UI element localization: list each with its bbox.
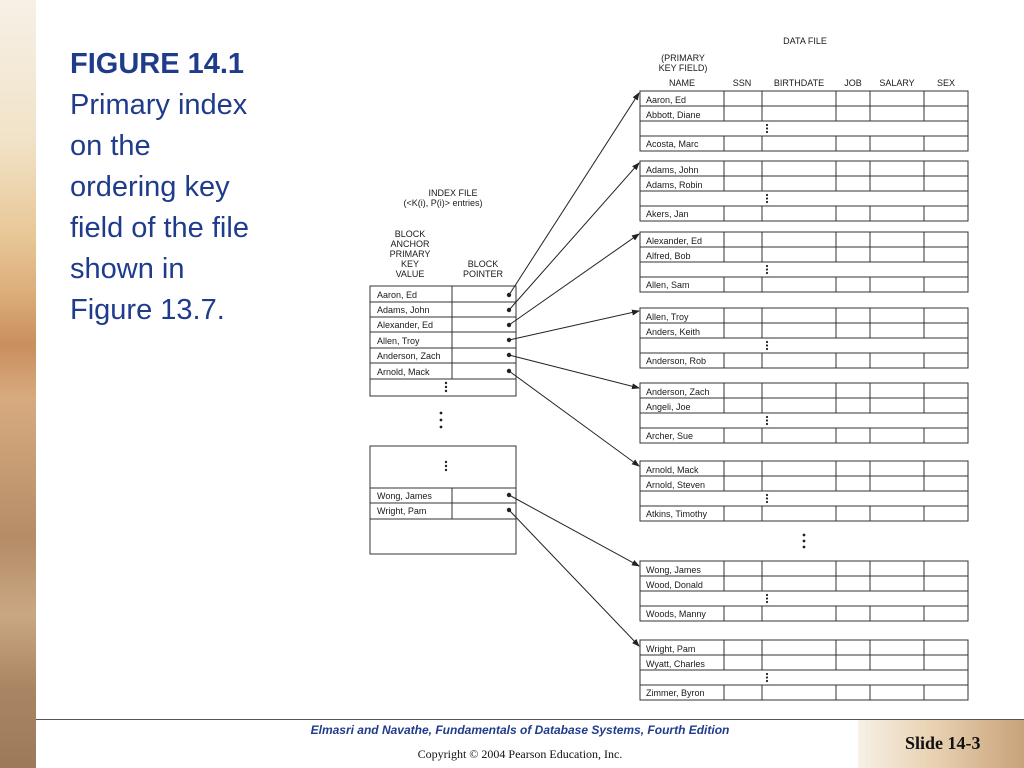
ellipsis-icon (803, 534, 806, 549)
ellipsis-icon (766, 673, 768, 682)
data-record-name: Woods, Manny (646, 609, 706, 619)
data-block (640, 308, 968, 368)
data-block (640, 232, 968, 292)
data-block (640, 640, 968, 700)
data-record-name: Acosta, Marc (646, 139, 699, 149)
ellipsis-icon (440, 412, 443, 429)
index-entry-key: Wright, Pam (377, 506, 427, 516)
copyright-notice: Copyright © 2004 Pearson Education, Inc. (417, 747, 623, 761)
ellipsis-icon (766, 594, 768, 603)
index-entry-key: Anderson, Zach (377, 351, 441, 361)
data-record-name: Anderson, Rob (646, 356, 707, 366)
data-record-name: Anders, Keith (646, 327, 701, 337)
ellipsis-icon (766, 124, 768, 133)
data-record-name: Zimmer, Byron (646, 688, 705, 698)
index-col-pointer-label: POINTER (462, 269, 504, 279)
data-block (640, 383, 968, 443)
data-record-name: Adams, Robin (646, 180, 703, 190)
column-header-sex: SEX (936, 78, 956, 88)
index-entry-key: Allen, Troy (377, 336, 420, 346)
data-record-name: Angeli, Joe (646, 402, 691, 412)
ellipsis-icon (445, 382, 447, 392)
index-entry-key: Alexander, Ed (377, 320, 434, 330)
data-record-name: Arnold, Steven (646, 480, 706, 490)
pointer-arrow (509, 93, 639, 295)
pointer-arrow (509, 371, 639, 466)
pointer-arrow (509, 234, 639, 325)
data-record-name: Alexander, Ed (646, 236, 703, 246)
data-record-name: Anderson, Zach (646, 387, 710, 397)
figure-label: FIGURE 14.1 (70, 48, 245, 80)
pointer-arrow (509, 355, 639, 388)
ellipsis-icon (445, 461, 447, 471)
data-record-name: Adams, John (646, 165, 699, 175)
column-header-birthdate: BIRTHDATE (773, 78, 825, 88)
index-entry-key: Adams, John (377, 305, 430, 315)
data-block (640, 461, 968, 521)
index-entry-key: Wong, James (377, 491, 432, 501)
pointer-arrow (509, 311, 639, 340)
ellipsis-icon (766, 341, 768, 350)
footer-credit (240, 723, 800, 737)
data-record-name: Wyatt, Charles (646, 659, 705, 669)
index-entry-key: Arnold, Mack (377, 367, 430, 377)
index-col-key-label: VALUE (395, 269, 425, 279)
data-record-name: Wright, Pam (646, 644, 696, 654)
index-entry-key: Aaron, Ed (377, 290, 418, 300)
data-file-title: DATA FILE (783, 36, 827, 46)
data-record-name: Aaron, Ed (646, 95, 687, 105)
index-col-pointer-label: BLOCK (467, 259, 499, 269)
index-file-subtitle: (<K(i), P(i)> entries) (403, 198, 483, 208)
ellipsis-icon (766, 494, 768, 503)
data-record-name: Arnold, Mack (646, 465, 699, 475)
footer-credit-main: Elmasri and Navathe, Fundamentals of Database Systems, (310, 723, 648, 737)
data-block (640, 561, 968, 621)
ellipsis-icon (766, 194, 768, 203)
footer-credit-edition: Fourth Edition (647, 723, 730, 737)
index-col-key-label: PRIMARY (389, 249, 431, 259)
data-record-name: Abbott, Diane (646, 110, 701, 120)
caption-line: Figure 13.7. (70, 294, 225, 326)
pointer-arrow (509, 163, 639, 310)
caption-line: Primary index (70, 89, 248, 121)
caption-line: on the (70, 130, 151, 162)
column-header-salary: SALARY (879, 78, 915, 88)
data-record-name: Allen, Troy (646, 312, 689, 322)
data-record-name: Akers, Jan (646, 209, 689, 219)
index-col-key-label: BLOCK (394, 229, 426, 239)
pointer-arrows (507, 93, 639, 646)
column-header-name: NAME (668, 78, 696, 88)
caption-line: ordering key (70, 171, 230, 203)
ellipsis-icon (766, 265, 768, 274)
data-record-name: Wood, Donald (646, 580, 703, 590)
index-col-key-label: ANCHOR (390, 239, 430, 249)
data-record-name: Alfred, Bob (646, 251, 691, 261)
data-record-name: Atkins, Timothy (646, 509, 708, 519)
data-record-name: Wong, James (646, 565, 701, 575)
primary-key-label: KEY FIELD) (658, 63, 708, 73)
data-record-name: Allen, Sam (646, 280, 690, 290)
index-col-key-label: KEY (400, 259, 420, 269)
data-block (640, 161, 968, 221)
caption-line: field of the file (70, 212, 249, 244)
column-header-job: JOB (844, 78, 862, 88)
slide-number: Slide 14-3 (905, 733, 981, 753)
ellipsis-icon (766, 416, 768, 425)
index-file-title: INDEX FILE (428, 188, 478, 198)
column-header-ssn: SSN (732, 78, 752, 88)
data-record-name: Archer, Sue (646, 431, 694, 441)
primary-key-label: (PRIMARY (661, 53, 705, 63)
caption-line: shown in (70, 253, 185, 285)
data-block (640, 91, 968, 151)
